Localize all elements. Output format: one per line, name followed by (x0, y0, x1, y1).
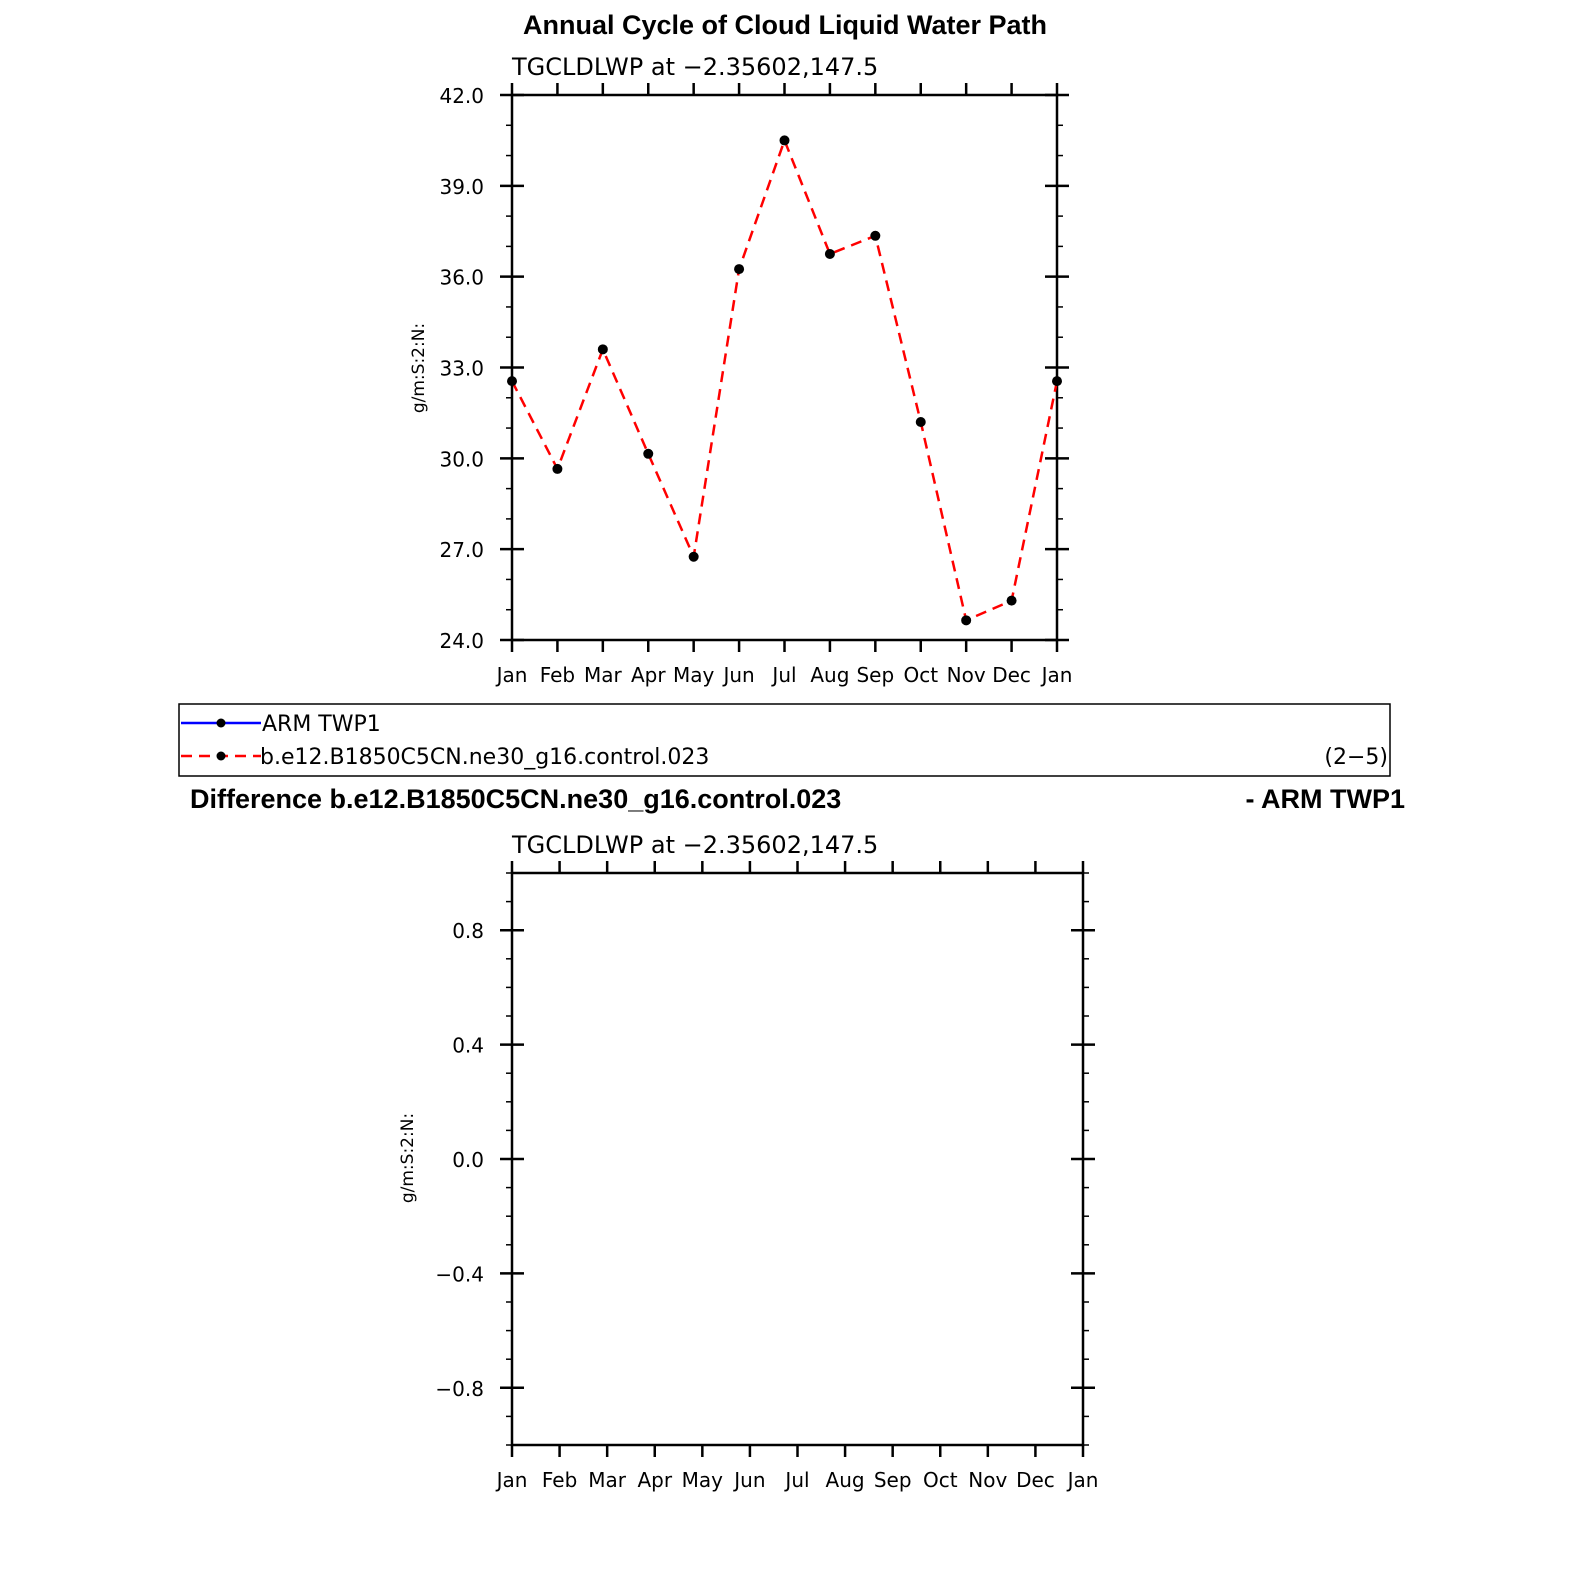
chart1-data-point (780, 135, 790, 145)
legend (179, 704, 1390, 776)
chart1-data-point (961, 615, 971, 625)
chart1-data-point (689, 552, 699, 562)
chart1-series-line (512, 140, 1057, 620)
chart2-x-tick-label: Jul (785, 1468, 810, 1492)
chart1-x-tick-label: Mar (583, 663, 622, 687)
legend-marker-model (217, 752, 226, 761)
main-title: Annual Cycle of Cloud Liquid Water Path (522, 10, 1048, 40)
chart2-y-tick-label: −0.4 (435, 1262, 484, 1287)
chart2-x-tick-label: Oct (922, 1468, 958, 1492)
difference-title: Difference b.e12.B1850C5CN.ne30_g16.control.023 (190, 784, 842, 814)
chart1-data-point (825, 249, 835, 259)
chart1-x-tick-label: Nov (946, 663, 986, 687)
chart1-y-tick-label: 39.0 (439, 174, 484, 199)
chart1-x-tick-label: Apr (630, 663, 666, 687)
chart1-data-point (870, 231, 880, 241)
difference-chart (398, 831, 1098, 1492)
legend-note: (2−5) (1324, 745, 1388, 770)
chart1-y-tick-label: 30.0 (439, 447, 484, 472)
chart1-data-point (598, 344, 608, 354)
chart1-data-point (507, 376, 517, 386)
chart2-x-tick-label: May (681, 1468, 724, 1492)
chart2-x-tick-label: Aug (825, 1468, 865, 1492)
chart2-x-tick-label: Feb (541, 1468, 578, 1492)
legend-label-arm: ARM TWP1 (262, 712, 381, 737)
chart2-y-tick-label: 0.8 (452, 919, 484, 944)
chart2-x-tick-label: Jan (1067, 1468, 1099, 1492)
chart1-x-tick-label: Jan (496, 663, 528, 687)
chart1-x-tick-label: Jul (772, 663, 797, 687)
chart1-data-point (916, 417, 926, 427)
chart1-data-point (1052, 376, 1062, 386)
annual-cycle-chart (409, 53, 1072, 687)
legend-label-model: b.e12.B1850C5CN.ne30_g16.control.023 (260, 745, 710, 770)
chart1-x-tick-label: May (672, 663, 715, 687)
chart1-data-point (552, 464, 562, 474)
chart1-x-tick-label: Oct (903, 663, 939, 687)
chart1-x-tick-label: Aug (810, 663, 850, 687)
chart1-y-tick-label: 24.0 (439, 629, 484, 653)
chart2-y-tick-label: −0.8 (435, 1376, 484, 1401)
chart2-y-tick-label: 0.4 (452, 1033, 484, 1058)
chart2-y-tick-label: 0.0 (452, 1148, 484, 1172)
chart2-ylabel: g/m:S:2:N: (398, 1112, 418, 1204)
chart2-x-tick-label: Jun (734, 1468, 766, 1492)
chart1-data-point (1007, 596, 1017, 606)
chart2-x-tick-label: Mar (588, 1468, 627, 1492)
difference-title-right: - ARM TWP1 (1245, 784, 1405, 814)
chart2-x-tick-label: Jan (496, 1468, 528, 1492)
chart1-y-tick-label: 36.0 (439, 265, 484, 290)
chart1-subtitle: TGCLDLWP at −2.35602,147.5 (512, 53, 879, 81)
chart1-data-point (643, 449, 653, 459)
chart2-subtitle: TGCLDLWP at −2.35602,147.5 (512, 831, 879, 859)
chart2-x-tick-label: Nov (968, 1468, 1008, 1492)
chart1-y-tick-label: 27.0 (439, 538, 484, 563)
chart1-y-tick-label: 42.0 (439, 84, 484, 108)
chart2-x-tick-label: Apr (637, 1468, 673, 1492)
chart1-x-tick-label: Jan (1041, 663, 1073, 687)
chart1-y-tick-label: 33.0 (439, 356, 484, 381)
chart1-x-tick-label: Dec (992, 663, 1031, 687)
chart1-data-point (734, 264, 744, 274)
chart2-plot-frame (512, 873, 1083, 1445)
chart1-x-tick-label: Jun (723, 663, 755, 687)
chart1-ylabel: g/m:S:2:N: (409, 322, 429, 414)
chart1-x-tick-label: Sep (856, 663, 895, 687)
chart2-x-tick-label: Sep (873, 1468, 912, 1492)
chart1-plot-frame (512, 95, 1057, 640)
chart2-x-tick-label: Dec (1016, 1468, 1055, 1492)
chart1-x-tick-label: Feb (539, 663, 576, 687)
legend-marker-arm (217, 719, 226, 728)
